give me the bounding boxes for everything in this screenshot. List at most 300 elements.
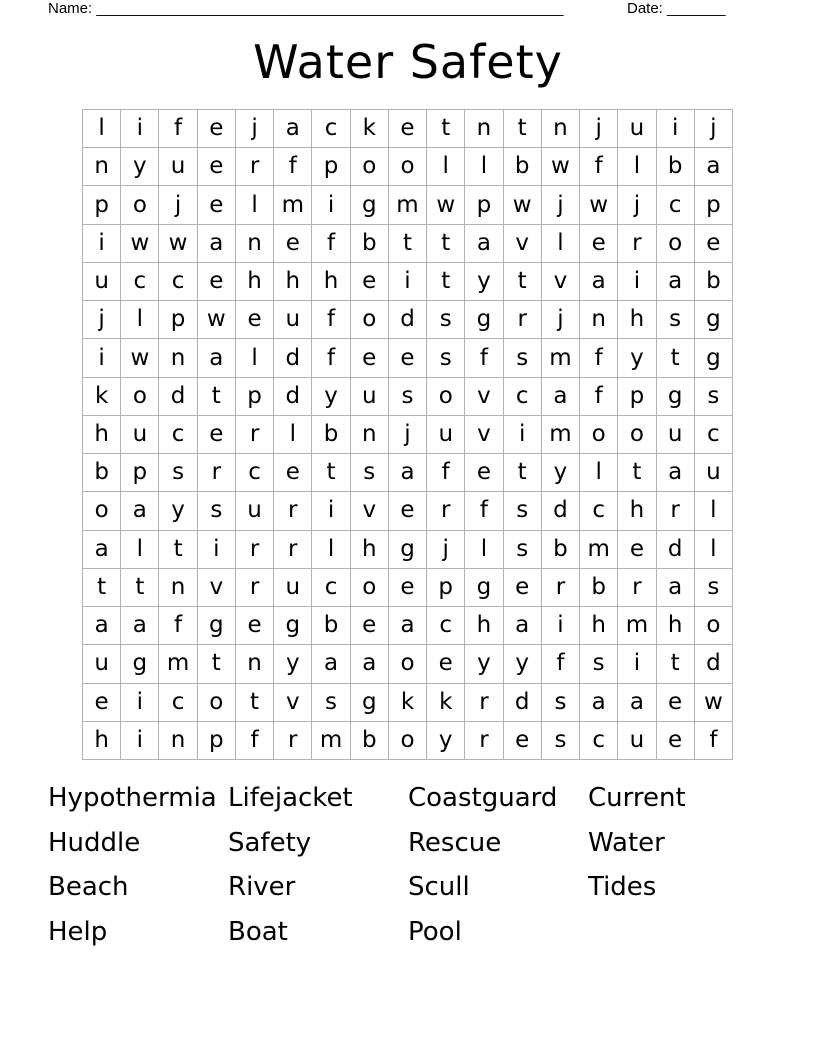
grid-cell[interactable]: p — [83, 186, 121, 224]
grid-cell[interactable]: e — [695, 225, 733, 263]
grid-cell[interactable]: m — [542, 416, 580, 454]
grid-cell[interactable]: v — [542, 263, 580, 301]
grid-cell[interactable]: r — [465, 722, 503, 760]
grid-cell[interactable]: m — [542, 339, 580, 377]
grid-cell[interactable]: j — [695, 110, 733, 148]
grid-cell[interactable]: a — [389, 454, 427, 492]
grid-cell[interactable]: o — [389, 722, 427, 760]
grid-cell[interactable]: f — [159, 110, 197, 148]
grid-cell[interactable]: y — [618, 339, 656, 377]
grid-cell[interactable]: f — [312, 339, 350, 377]
grid-cell[interactable]: b — [351, 722, 389, 760]
grid-cell[interactable]: p — [236, 378, 274, 416]
grid-cell[interactable]: e — [274, 225, 312, 263]
grid-cell[interactable]: o — [351, 569, 389, 607]
grid-cell[interactable]: i — [312, 492, 350, 530]
grid-cell[interactable]: f — [695, 722, 733, 760]
grid-cell[interactable]: i — [121, 110, 159, 148]
grid-cell[interactable]: v — [198, 569, 236, 607]
grid-cell[interactable]: a — [618, 684, 656, 722]
grid-cell[interactable]: n — [542, 110, 580, 148]
grid-cell[interactable]: r — [504, 301, 542, 339]
grid-cell[interactable]: l — [618, 148, 656, 186]
grid-cell[interactable]: a — [695, 148, 733, 186]
grid-cell[interactable]: a — [121, 607, 159, 645]
grid-cell[interactable]: h — [274, 263, 312, 301]
grid-cell[interactable]: p — [159, 301, 197, 339]
grid-cell[interactable]: e — [465, 454, 503, 492]
grid-cell[interactable]: t — [427, 110, 465, 148]
grid-cell[interactable]: s — [580, 645, 618, 683]
grid-cell[interactable]: m — [274, 186, 312, 224]
grid-cell[interactable]: a — [312, 645, 350, 683]
grid-cell[interactable]: l — [236, 339, 274, 377]
grid-cell[interactable]: o — [351, 148, 389, 186]
grid-cell[interactable]: c — [427, 607, 465, 645]
grid-cell[interactable]: i — [83, 225, 121, 263]
word-bank-item: Boat — [228, 916, 288, 947]
grid-cell[interactable]: f — [465, 339, 503, 377]
grid-cell[interactable]: m — [389, 186, 427, 224]
grid-cell[interactable]: l — [121, 531, 159, 569]
grid-cell[interactable]: s — [312, 684, 350, 722]
grid-cell[interactable]: c — [504, 378, 542, 416]
grid-cell[interactable]: t — [198, 645, 236, 683]
grid-cell[interactable]: e — [389, 569, 427, 607]
grid-cell[interactable]: e — [657, 722, 695, 760]
grid-cell[interactable]: r — [236, 531, 274, 569]
grid-cell[interactable]: r — [236, 569, 274, 607]
grid-cell[interactable]: s — [504, 492, 542, 530]
grid-cell[interactable]: l — [465, 531, 503, 569]
word-bank-item: Coastguard — [408, 783, 558, 813]
grid-cell[interactable]: u — [618, 110, 656, 148]
grid-cell[interactable]: t — [618, 454, 656, 492]
grid-cell[interactable]: k — [389, 684, 427, 722]
grid-cell[interactable]: s — [504, 531, 542, 569]
grid-cell[interactable]: r — [618, 225, 656, 263]
grid-cell[interactable]: t — [504, 454, 542, 492]
grid-cell[interactable]: g — [274, 607, 312, 645]
grid-cell[interactable]: v — [465, 416, 503, 454]
grid-cell[interactable]: d — [274, 378, 312, 416]
grid-cell[interactable]: y — [465, 263, 503, 301]
grid-cell[interactable]: j — [159, 186, 197, 224]
grid-cell[interactable]: d — [657, 531, 695, 569]
grid-cell[interactable]: i — [618, 263, 656, 301]
grid-cell[interactable]: n — [465, 110, 503, 148]
grid-cell[interactable]: h — [618, 492, 656, 530]
grid-cell[interactable]: e — [198, 416, 236, 454]
grid-cell[interactable]: p — [427, 569, 465, 607]
grid-cell[interactable]: r — [236, 148, 274, 186]
grid-cell[interactable]: f — [312, 301, 350, 339]
grid-cell[interactable]: y — [427, 722, 465, 760]
grid-cell[interactable]: i — [121, 722, 159, 760]
grid-cell[interactable]: o — [389, 645, 427, 683]
grid-cell[interactable]: e — [427, 645, 465, 683]
grid-cell[interactable]: e — [198, 148, 236, 186]
grid-cell[interactable]: h — [580, 607, 618, 645]
grid-cell[interactable]: s — [351, 454, 389, 492]
date-field[interactable]: Date: _______ — [627, 0, 726, 17]
grid-cell[interactable]: v — [504, 225, 542, 263]
grid-cell[interactable]: p — [312, 148, 350, 186]
grid-cell[interactable]: u — [657, 416, 695, 454]
grid-cell[interactable]: i — [542, 607, 580, 645]
grid-cell[interactable]: n — [159, 339, 197, 377]
grid-cell[interactable]: c — [695, 416, 733, 454]
grid-cell[interactable]: y — [542, 454, 580, 492]
grid-cell[interactable]: d — [695, 645, 733, 683]
grid-cell[interactable]: c — [580, 722, 618, 760]
grid-cell[interactable]: u — [83, 263, 121, 301]
grid-cell[interactable]: a — [274, 110, 312, 148]
grid-cell[interactable]: i — [504, 416, 542, 454]
grid-cell[interactable]: i — [121, 684, 159, 722]
grid-cell[interactable]: r — [618, 569, 656, 607]
grid-cell[interactable]: c — [580, 492, 618, 530]
word-bank-item: Beach — [48, 872, 129, 902]
grid-cell[interactable]: o — [427, 378, 465, 416]
grid-cell[interactable]: g — [695, 301, 733, 339]
grid-cell[interactable]: r — [465, 684, 503, 722]
grid-cell[interactable]: y — [159, 492, 197, 530]
grid-cell[interactable]: s — [695, 378, 733, 416]
grid-cell[interactable]: a — [389, 607, 427, 645]
grid-cell[interactable]: l — [83, 110, 121, 148]
grid-cell[interactable]: y — [274, 645, 312, 683]
grid-cell[interactable]: l — [274, 416, 312, 454]
grid-cell[interactable]: d — [274, 339, 312, 377]
grid-cell[interactable]: o — [83, 492, 121, 530]
grid-cell[interactable]: e — [389, 110, 427, 148]
grid-cell[interactable]: t — [121, 569, 159, 607]
grid-cell[interactable]: i — [389, 263, 427, 301]
word-bank — [48, 778, 768, 956]
grid-cell[interactable]: e — [351, 263, 389, 301]
grid-cell[interactable]: l — [465, 148, 503, 186]
grid-cell[interactable]: t — [236, 684, 274, 722]
grid-cell[interactable]: c — [159, 263, 197, 301]
grid-cell[interactable]: s — [427, 301, 465, 339]
grid-cell[interactable]: l — [695, 531, 733, 569]
grid-cell[interactable]: y — [121, 148, 159, 186]
grid-cell[interactable]: b — [312, 416, 350, 454]
grid-cell[interactable]: l — [236, 186, 274, 224]
grid-cell[interactable]: n — [236, 645, 274, 683]
grid-cell[interactable]: k — [427, 684, 465, 722]
grid-cell[interactable]: a — [83, 531, 121, 569]
grid-cell[interactable]: j — [389, 416, 427, 454]
grid-cell[interactable]: j — [542, 186, 580, 224]
grid-cell[interactable]: g — [695, 339, 733, 377]
grid-cell[interactable]: w — [580, 186, 618, 224]
grid-cell[interactable]: v — [465, 378, 503, 416]
grid-cell[interactable]: b — [504, 148, 542, 186]
grid-cell[interactable]: f — [312, 225, 350, 263]
grid-cell[interactable]: n — [83, 148, 121, 186]
grid-cell[interactable]: h — [83, 416, 121, 454]
grid-cell[interactable]: i — [198, 531, 236, 569]
grid-cell[interactable]: f — [542, 645, 580, 683]
grid-cell[interactable]: s — [198, 492, 236, 530]
grid-cell[interactable]: b — [312, 607, 350, 645]
grid-cell[interactable]: k — [83, 378, 121, 416]
grid-cell[interactable]: t — [657, 339, 695, 377]
grid-cell[interactable]: y — [465, 645, 503, 683]
grid-cell[interactable]: f — [236, 722, 274, 760]
name-field[interactable]: Name: ________________________________________________________ — [48, 0, 564, 17]
grid-cell[interactable]: u — [427, 416, 465, 454]
grid-cell[interactable]: g — [351, 186, 389, 224]
grid-cell[interactable]: l — [427, 148, 465, 186]
grid-cell[interactable]: f — [159, 607, 197, 645]
grid-cell[interactable]: g — [465, 301, 503, 339]
word-bank-item: Tides — [588, 872, 657, 902]
grid-cell[interactable]: o — [580, 416, 618, 454]
grid-cell[interactable]: b — [83, 454, 121, 492]
grid-cell[interactable]: l — [695, 492, 733, 530]
grid-cell[interactable]: c — [657, 186, 695, 224]
header — [48, 0, 740, 20]
grid-cell[interactable]: t — [312, 454, 350, 492]
grid-cell[interactable]: c — [159, 684, 197, 722]
grid-cell[interactable]: u — [695, 454, 733, 492]
grid-cell[interactable]: e — [236, 301, 274, 339]
grid-cell[interactable]: e — [351, 339, 389, 377]
grid-cell[interactable]: e — [580, 225, 618, 263]
grid-cell[interactable]: e — [504, 722, 542, 760]
grid-cell[interactable]: b — [657, 148, 695, 186]
grid-cell[interactable]: e — [389, 492, 427, 530]
grid-cell[interactable]: e — [198, 263, 236, 301]
grid-cell[interactable]: l — [542, 225, 580, 263]
grid-cell[interactable]: t — [389, 225, 427, 263]
grid-cell[interactable]: p — [121, 454, 159, 492]
grid-cell[interactable]: h — [83, 722, 121, 760]
grid-cell[interactable]: g — [351, 684, 389, 722]
grid-cell[interactable]: t — [159, 531, 197, 569]
grid-cell[interactable]: p — [618, 378, 656, 416]
grid-cell[interactable]: e — [389, 339, 427, 377]
word-bank-item: Pool — [408, 916, 462, 947]
grid-cell[interactable]: w — [542, 148, 580, 186]
grid-cell[interactable]: v — [274, 684, 312, 722]
grid-cell[interactable]: m — [159, 645, 197, 683]
grid-cell[interactable]: r — [274, 492, 312, 530]
grid-cell[interactable]: c — [312, 110, 350, 148]
grid-cell[interactable]: h — [657, 607, 695, 645]
grid-cell[interactable]: w — [198, 301, 236, 339]
grid-cell[interactable]: f — [580, 378, 618, 416]
grid-cell[interactable]: p — [198, 722, 236, 760]
grid-cell[interactable]: o — [618, 416, 656, 454]
grid-cell[interactable]: i — [657, 110, 695, 148]
grid-cell[interactable]: b — [695, 263, 733, 301]
grid-cell[interactable]: b — [351, 225, 389, 263]
grid-cell[interactable]: u — [274, 301, 312, 339]
grid-cell[interactable]: i — [618, 645, 656, 683]
grid-cell[interactable]: o — [351, 301, 389, 339]
grid-cell[interactable]: p — [465, 186, 503, 224]
grid-cell[interactable]: e — [198, 186, 236, 224]
grid-cell[interactable]: u — [121, 416, 159, 454]
grid-cell[interactable]: j — [618, 186, 656, 224]
grid-cell[interactable]: u — [83, 645, 121, 683]
grid-cell[interactable]: a — [198, 225, 236, 263]
grid-cell[interactable]: j — [83, 301, 121, 339]
grid-cell[interactable]: r — [427, 492, 465, 530]
grid-cell[interactable]: a — [83, 607, 121, 645]
grid-cell[interactable]: h — [465, 607, 503, 645]
grid-cell[interactable]: w — [695, 684, 733, 722]
grid-cell[interactable]: o — [198, 684, 236, 722]
grid-cell[interactable]: w — [427, 186, 465, 224]
grid-cell[interactable]: t — [504, 110, 542, 148]
grid-cell[interactable]: a — [580, 263, 618, 301]
grid-cell[interactable]: j — [427, 531, 465, 569]
grid-cell[interactable]: n — [580, 301, 618, 339]
grid-cell[interactable]: o — [389, 148, 427, 186]
grid-cell[interactable]: a — [657, 263, 695, 301]
grid-cell[interactable]: d — [159, 378, 197, 416]
grid-cell[interactable]: b — [580, 569, 618, 607]
grid-cell[interactable]: g — [465, 569, 503, 607]
grid-cell[interactable]: e — [504, 569, 542, 607]
grid-cell[interactable]: r — [274, 531, 312, 569]
grid-cell[interactable]: l — [121, 301, 159, 339]
grid-cell[interactable]: f — [274, 148, 312, 186]
grid-cell[interactable]: a — [351, 645, 389, 683]
grid-cell[interactable]: e — [618, 531, 656, 569]
grid-cell[interactable]: t — [504, 263, 542, 301]
grid-cell[interactable]: u — [351, 378, 389, 416]
grid-cell[interactable]: m — [312, 722, 350, 760]
grid-cell[interactable]: d — [504, 684, 542, 722]
grid-cell[interactable]: j — [580, 110, 618, 148]
grid-cell[interactable]: r — [657, 492, 695, 530]
grid-cell[interactable]: t — [427, 225, 465, 263]
grid-cell[interactable]: f — [580, 339, 618, 377]
grid-cell[interactable]: n — [159, 569, 197, 607]
grid-cell[interactable]: s — [657, 301, 695, 339]
grid-cell[interactable]: r — [198, 454, 236, 492]
grid-cell[interactable]: h — [618, 301, 656, 339]
grid-cell[interactable]: a — [542, 378, 580, 416]
grid-cell[interactable]: s — [695, 569, 733, 607]
grid-cell[interactable]: c — [159, 416, 197, 454]
grid-cell[interactable]: n — [236, 225, 274, 263]
grid-cell[interactable]: t — [198, 378, 236, 416]
grid-cell[interactable]: e — [83, 684, 121, 722]
grid-cell[interactable]: s — [542, 684, 580, 722]
grid-cell[interactable]: f — [427, 454, 465, 492]
grid-cell[interactable]: w — [504, 186, 542, 224]
word-bank-item: River — [228, 872, 296, 902]
grid-cell[interactable]: a — [198, 339, 236, 377]
grid-cell[interactable]: g — [198, 607, 236, 645]
grid-cell[interactable]: p — [695, 186, 733, 224]
grid-cell[interactable]: w — [121, 225, 159, 263]
grid-cell[interactable]: r — [236, 416, 274, 454]
grid-cell[interactable]: m — [580, 531, 618, 569]
grid-cell[interactable]: t — [427, 263, 465, 301]
grid-cell[interactable]: e — [198, 110, 236, 148]
grid-cell[interactable]: s — [389, 378, 427, 416]
grid-cell[interactable]: v — [351, 492, 389, 530]
grid-cell[interactable]: u — [236, 492, 274, 530]
grid-cell[interactable]: i — [83, 339, 121, 377]
grid-cell[interactable]: e — [236, 607, 274, 645]
grid-cell[interactable]: n — [351, 416, 389, 454]
grid-cell[interactable]: e — [274, 454, 312, 492]
grid-cell[interactable]: r — [542, 569, 580, 607]
grid-cell[interactable]: f — [580, 148, 618, 186]
grid-cell[interactable]: t — [657, 645, 695, 683]
grid-cell[interactable]: s — [427, 339, 465, 377]
grid-cell[interactable]: o — [657, 225, 695, 263]
grid-cell[interactable]: e — [351, 607, 389, 645]
grid-cell[interactable]: b — [542, 531, 580, 569]
grid-cell[interactable]: h — [351, 531, 389, 569]
grid-cell[interactable]: a — [657, 454, 695, 492]
grid-cell[interactable]: o — [121, 378, 159, 416]
grid-cell[interactable]: n — [159, 722, 197, 760]
grid-cell[interactable]: k — [351, 110, 389, 148]
grid-cell[interactable]: j — [542, 301, 580, 339]
grid-cell[interactable]: u — [618, 722, 656, 760]
grid-cell[interactable]: l — [580, 454, 618, 492]
grid-cell[interactable]: d — [389, 301, 427, 339]
grid-cell[interactable]: y — [504, 645, 542, 683]
grid-cell[interactable]: j — [236, 110, 274, 148]
grid-cell[interactable]: l — [312, 531, 350, 569]
grid-cell[interactable]: t — [83, 569, 121, 607]
grid-cell[interactable]: i — [312, 186, 350, 224]
grid-cell[interactable]: e — [657, 684, 695, 722]
grid-cell[interactable]: s — [542, 722, 580, 760]
grid-cell[interactable]: u — [159, 148, 197, 186]
grid-cell[interactable]: d — [542, 492, 580, 530]
grid-cell[interactable]: f — [465, 492, 503, 530]
grid-cell[interactable]: o — [695, 607, 733, 645]
grid-cell[interactable]: w — [121, 339, 159, 377]
grid-cell[interactable]: m — [618, 607, 656, 645]
grid-cell[interactable]: a — [465, 225, 503, 263]
grid-cell[interactable]: a — [504, 607, 542, 645]
grid-cell[interactable]: s — [159, 454, 197, 492]
word-bank-item: Huddle — [48, 827, 141, 858]
grid-cell[interactable]: h — [236, 263, 274, 301]
grid-cell[interactable]: g — [121, 645, 159, 683]
grid-cell[interactable]: g — [389, 531, 427, 569]
grid-cell[interactable]: o — [121, 186, 159, 224]
grid-cell[interactable]: c — [236, 454, 274, 492]
grid-cell[interactable]: c — [121, 263, 159, 301]
grid-cell[interactable]: h — [312, 263, 350, 301]
grid-cell[interactable]: y — [312, 378, 350, 416]
grid-cell[interactable]: a — [121, 492, 159, 530]
grid-cell[interactable]: a — [580, 684, 618, 722]
grid-cell[interactable]: c — [312, 569, 350, 607]
grid-cell[interactable]: s — [504, 339, 542, 377]
grid-cell[interactable]: g — [657, 378, 695, 416]
grid-cell[interactable]: u — [274, 569, 312, 607]
grid-cell[interactable]: r — [274, 722, 312, 760]
grid-cell[interactable]: w — [159, 225, 197, 263]
grid-cell[interactable]: a — [657, 569, 695, 607]
